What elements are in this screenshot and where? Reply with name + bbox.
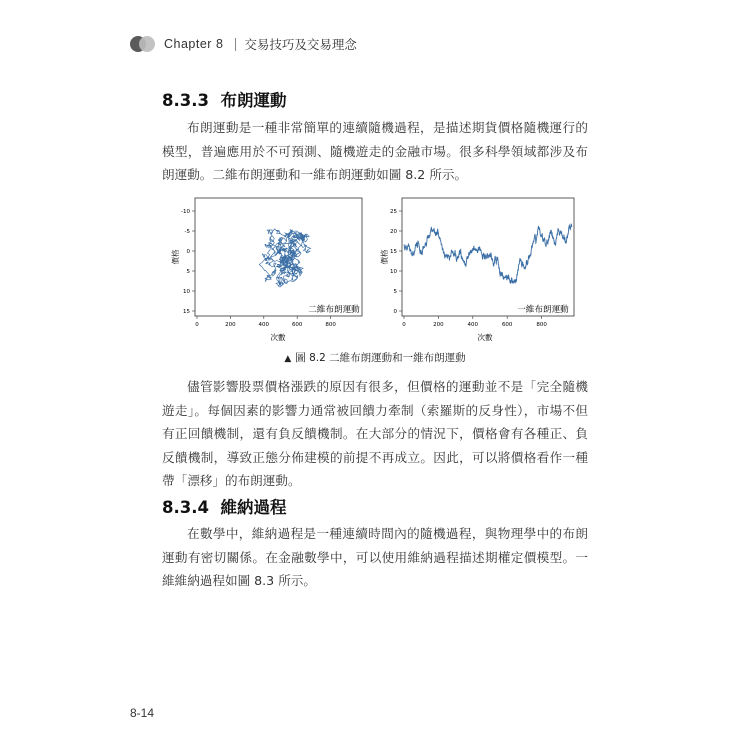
ylabel-left: 價格 (171, 249, 180, 265)
left-xtick: 0 (195, 322, 199, 328)
left-xtick: 200 (225, 322, 236, 328)
chapter-title: 交易技巧及交易理念 (244, 37, 357, 52)
xlabel-left: 次數 (270, 333, 286, 342)
left-xtick: 600 (291, 322, 303, 328)
left-ytick: -5 (184, 229, 190, 235)
paragraph-drift: 儘管影響股票價格漲跌的原因有很多，但價格的運動並不是「完全隨機遊走」。每個因素的影響力通常被回饋力牽制（索羅斯的反身性），市場不但有正回饋機制，還有負反饋機制。在大部分的情況下，價格會有各種正、負反饋機制，導致正態分佈建模的前提不再成立。因此，可以將價格看作一種帶「漂移」的布朗運動。 (162, 379, 588, 488)
paragraph-brownian-intro: 布朗運動是一種非常簡單的連續隨機過程，是描述期貨價格隨機運行的模型，普遍應用於不可預測、隨機遊走的金融市場。很多科學領域都涉及布朗運動。二維布朗運動和一維布朗運動如圖 8.2 所示。 (162, 120, 588, 182)
section-heading-wiener (162, 494, 286, 518)
page-number: 8-14 (130, 706, 155, 720)
chapter-dots-icon (130, 36, 156, 52)
chapter-label: Chapter 8 (164, 37, 224, 51)
section-heading-brownian (162, 87, 286, 111)
legend-2d: 二維布朗運動 (308, 305, 360, 315)
left-ytick: 5 (186, 269, 190, 275)
caption-text: 圖 8.2 二維布朗運動和一維布朗運動 (295, 352, 466, 364)
left-ytick: 15 (183, 309, 190, 315)
right-xtick: 400 (467, 322, 479, 328)
left-xtick: 400 (258, 322, 270, 328)
right-ytick: 10 (390, 269, 397, 275)
right-ytick: 25 (390, 209, 397, 215)
header-divider (235, 38, 236, 51)
chart-1d-brownian (379, 198, 574, 342)
section-title: 布朗運動 (220, 91, 287, 110)
legend-1d: 一維布朗運動 (517, 305, 569, 315)
running-header (130, 32, 357, 56)
figure-caption (0, 350, 750, 365)
paragraph-wiener-intro: 在數學中，維納過程是一種連續時間內的隨機過程，與物理學中的布朗運動有密切關係。在金融數學中，可以使用維納過程描述期權定價模型。一維維納過程如圖 8.3 所示。 (162, 526, 588, 588)
section-title: 維納過程 (220, 498, 287, 517)
section-number: 8.3.4 (162, 498, 209, 517)
right-ytick: 0 (393, 309, 397, 315)
right-ytick: 15 (390, 249, 397, 255)
right-ytick: 5 (393, 289, 397, 295)
xlabel-right: 次數 (477, 333, 493, 342)
right-ytick: 20 (390, 229, 397, 235)
right-xtick: 800 (536, 322, 547, 328)
right-xtick: 600 (501, 322, 513, 328)
right-xtick: 200 (433, 322, 444, 328)
left-ytick: 10 (183, 289, 190, 295)
chart-2d-brownian (170, 198, 362, 342)
right-xtick: 0 (402, 322, 406, 328)
left-ytick: -10 (181, 209, 190, 215)
ylabel-right: 價格 (380, 249, 389, 265)
left-xtick: 800 (325, 322, 336, 328)
figure-brownian-motion (165, 193, 585, 345)
left-ytick: 0 (186, 249, 190, 255)
triangle-marker-icon: ▲ (284, 354, 292, 364)
section-number: 8.3.3 (162, 91, 209, 110)
